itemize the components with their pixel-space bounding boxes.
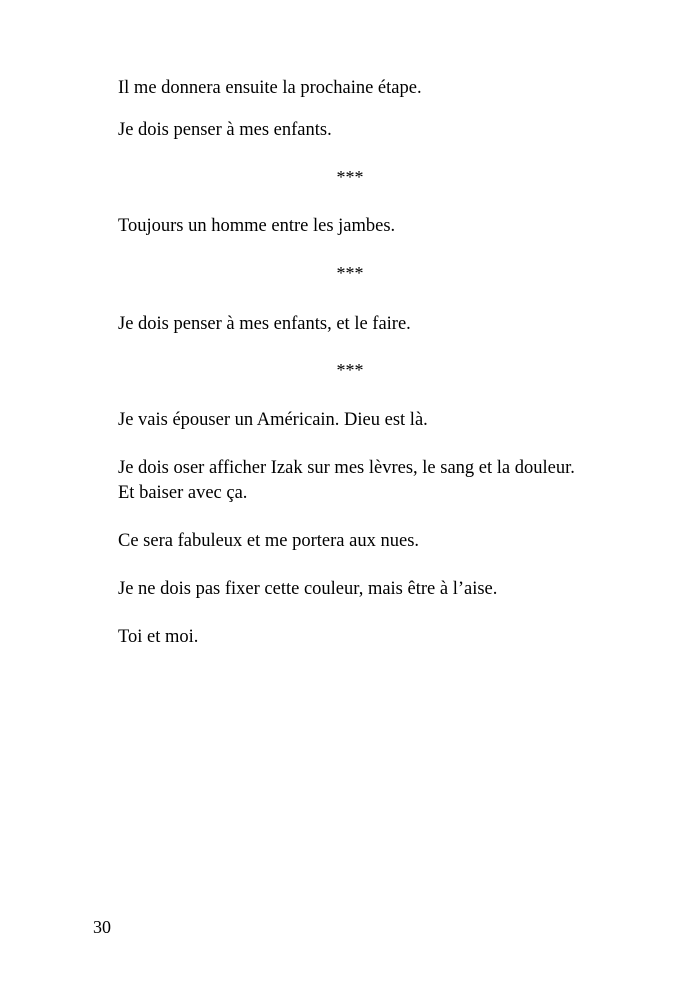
- separator-text: ***: [336, 263, 364, 283]
- paragraph-line: Je vais épouser un Américain. Dieu est là.: [118, 410, 428, 430]
- section-separator: [0, 359, 700, 381]
- section-separator: [0, 166, 700, 188]
- paragraph-line: Je ne dois pas fixer cette couleur, mais être à l’aise.: [118, 579, 498, 599]
- paragraph-line: Il me donnera ensuite la prochaine étape.: [118, 78, 422, 98]
- page-number: 30: [93, 917, 111, 937]
- paragraph-line: Toujours un homme entre les jambes.: [118, 216, 396, 236]
- section-separator: [0, 262, 700, 284]
- separator-text: ***: [336, 360, 364, 380]
- paragraph-line: Ce sera fabuleux et me portera aux nues.: [118, 531, 420, 551]
- paragraph-line: Je dois penser à mes enfants.: [118, 120, 332, 140]
- paragraph-line: Je dois oser afficher Izak sur mes lèvres, le sang et la douleur.: [118, 458, 575, 478]
- separator-text: ***: [336, 167, 364, 187]
- paragraph-line: Toi et moi.: [118, 627, 199, 647]
- paragraph-line: Je dois penser à mes enfants, et le faire.: [118, 314, 411, 334]
- paragraph-line: Et baiser avec ça.: [118, 483, 248, 503]
